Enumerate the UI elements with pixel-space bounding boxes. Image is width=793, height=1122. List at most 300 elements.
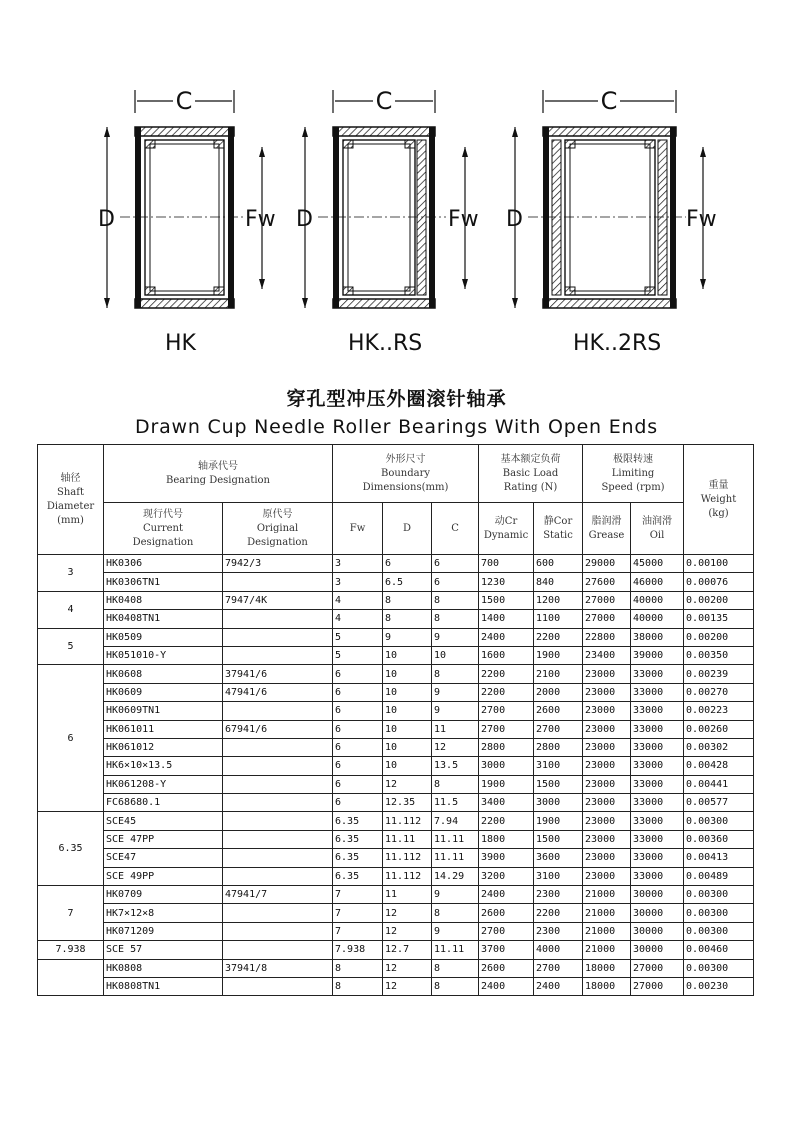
fw-cell: 6: [333, 665, 383, 683]
static-load-cell: 1900: [534, 812, 583, 830]
fw-cell: 6.35: [333, 849, 383, 867]
c-cell: 8: [432, 610, 479, 628]
original-designation-cell: [223, 646, 333, 664]
weight-cell: 0.00300: [684, 922, 754, 940]
fw-cell: 6.35: [333, 812, 383, 830]
d-cell: 12.7: [383, 941, 432, 959]
original-designation-cell: 7942/3: [223, 555, 333, 573]
hk-2rs-d-label: D: [506, 207, 523, 232]
c-cell: 9: [432, 702, 479, 720]
weight-cell: 0.00300: [684, 904, 754, 922]
d-cell: 12: [383, 922, 432, 940]
original-designation-cell: [223, 977, 333, 995]
header-shaft: 轴径 Shaft Diameter (mm): [38, 445, 104, 555]
original-designation-cell: [223, 941, 333, 959]
static-load-cell: 3000: [534, 794, 583, 812]
c-cell: 7.94: [432, 812, 479, 830]
table-row: [38, 573, 754, 591]
current-designation-cell: FC68680.1: [104, 794, 223, 812]
fw-cell: 6: [333, 738, 383, 756]
oil-speed-cell: 33000: [631, 720, 684, 738]
c-cell: 14.29: [432, 867, 479, 885]
d-cell: 12.35: [383, 794, 432, 812]
c-cell: 9: [432, 886, 479, 904]
weight-cell: 0.00239: [684, 665, 754, 683]
d-cell: 11.112: [383, 849, 432, 867]
d-cell: 11: [383, 886, 432, 904]
fw-cell: 6: [333, 794, 383, 812]
original-designation-cell: [223, 610, 333, 628]
static-load-cell: 840: [534, 573, 583, 591]
d-cell: 8: [383, 610, 432, 628]
static-load-cell: 1200: [534, 591, 583, 609]
original-designation-cell: [223, 867, 333, 885]
oil-speed-cell: 38000: [631, 628, 684, 646]
c-cell: 13.5: [432, 757, 479, 775]
table-row: [38, 757, 754, 775]
d-cell: 12: [383, 977, 432, 995]
bearing-table-body: [38, 555, 754, 996]
oil-speed-cell: 40000: [631, 610, 684, 628]
dynamic-load-cell: 1900: [479, 775, 534, 793]
current-designation-cell: HK0509: [104, 628, 223, 646]
static-load-cell: 3100: [534, 867, 583, 885]
original-designation-cell: [223, 904, 333, 922]
oil-speed-cell: 33000: [631, 849, 684, 867]
grease-speed-cell: 21000: [583, 904, 631, 922]
weight-cell: 0.00300: [684, 886, 754, 904]
header-current-designation: 现行代号 Current Designation: [104, 503, 223, 555]
dynamic-load-cell: 2700: [479, 922, 534, 940]
current-designation-cell: SCE47: [104, 849, 223, 867]
original-designation-cell: [223, 812, 333, 830]
header-grease: 脂润滑 Grease: [583, 503, 631, 555]
table-row: [38, 886, 754, 904]
grease-speed-cell: 21000: [583, 886, 631, 904]
shaft-diameter-cell: 7.938: [38, 941, 104, 959]
oil-speed-cell: 45000: [631, 555, 684, 573]
dynamic-load-cell: 3200: [479, 867, 534, 885]
weight-cell: 0.00460: [684, 941, 754, 959]
c-cell: 9: [432, 922, 479, 940]
c-cell: 11.11: [432, 941, 479, 959]
current-designation-cell: HK0609TN1: [104, 702, 223, 720]
original-designation-cell: [223, 738, 333, 756]
d-cell: 10: [383, 720, 432, 738]
weight-cell: 0.00350: [684, 646, 754, 664]
current-designation-cell: SCE 57: [104, 941, 223, 959]
current-designation-cell: HK0408: [104, 591, 223, 609]
c-cell: 8: [432, 977, 479, 995]
dynamic-load-cell: 2200: [479, 665, 534, 683]
shaft-diameter-cell: 4: [38, 591, 104, 628]
oil-speed-cell: 27000: [631, 977, 684, 995]
weight-cell: 0.00360: [684, 830, 754, 848]
static-load-cell: 2000: [534, 683, 583, 701]
dynamic-load-cell: 2700: [479, 702, 534, 720]
d-cell: 12: [383, 775, 432, 793]
d-cell: 10: [383, 702, 432, 720]
shaft-diameter-cell: 3: [38, 555, 104, 592]
c-cell: 9: [432, 628, 479, 646]
header-c: C: [432, 503, 479, 555]
c-cell: 11.11: [432, 830, 479, 848]
hk-rs-c-label: C: [375, 87, 393, 115]
dynamic-load-cell: 2800: [479, 738, 534, 756]
bearing-cross-section-diagrams: [95, 85, 725, 365]
current-designation-cell: HK071209: [104, 922, 223, 940]
current-designation-cell: HK061208-Y: [104, 775, 223, 793]
table-row: [38, 959, 754, 977]
current-designation-cell: HK0306: [104, 555, 223, 573]
c-cell: 6: [432, 573, 479, 591]
static-load-cell: 2200: [534, 628, 583, 646]
weight-cell: 0.00100: [684, 555, 754, 573]
header-weight: 重量 Weight (kg): [684, 445, 754, 555]
table-row: [38, 738, 754, 756]
fw-cell: 5: [333, 628, 383, 646]
table-row: [38, 555, 754, 573]
fw-cell: 6: [333, 775, 383, 793]
shaft-diameter-cell: 5: [38, 628, 104, 665]
dynamic-load-cell: 2200: [479, 812, 534, 830]
grease-speed-cell: 22800: [583, 628, 631, 646]
current-designation-cell: HK0306TN1: [104, 573, 223, 591]
hk-rs-fw-label: Fw: [448, 207, 479, 232]
original-designation-cell: 37941/8: [223, 959, 333, 977]
grease-speed-cell: 23000: [583, 849, 631, 867]
oil-speed-cell: 33000: [631, 683, 684, 701]
oil-speed-cell: 46000: [631, 573, 684, 591]
original-designation-cell: [223, 757, 333, 775]
current-designation-cell: HK0608: [104, 665, 223, 683]
dynamic-load-cell: 2400: [479, 977, 534, 995]
fw-cell: 8: [333, 959, 383, 977]
original-designation-cell: 37941/6: [223, 665, 333, 683]
weight-cell: 0.00230: [684, 977, 754, 995]
fw-cell: 6: [333, 720, 383, 738]
dynamic-load-cell: 3700: [479, 941, 534, 959]
dynamic-load-cell: 700: [479, 555, 534, 573]
hk-rs-label: HK..RS: [348, 331, 423, 356]
static-load-cell: 3100: [534, 757, 583, 775]
hk-2rs-c-label: C: [600, 87, 618, 115]
c-cell: 11: [432, 720, 479, 738]
title-english: Drawn Cup Needle Roller Bearings With Open Ends: [135, 416, 658, 438]
oil-speed-cell: 33000: [631, 702, 684, 720]
original-designation-cell: 47941/7: [223, 886, 333, 904]
weight-cell: 0.00428: [684, 757, 754, 775]
dynamic-load-cell: 2600: [479, 904, 534, 922]
hk-2rs-fw-label: Fw: [686, 207, 717, 232]
static-load-cell: 1900: [534, 646, 583, 664]
dynamic-load-cell: 1800: [479, 830, 534, 848]
static-load-cell: 2700: [534, 720, 583, 738]
weight-cell: 0.00302: [684, 738, 754, 756]
d-cell: 9: [383, 628, 432, 646]
fw-cell: 6: [333, 757, 383, 775]
oil-speed-cell: 30000: [631, 941, 684, 959]
weight-cell: 0.00076: [684, 573, 754, 591]
grease-speed-cell: 23000: [583, 867, 631, 885]
table-row: [38, 941, 754, 959]
original-designation-cell: [223, 628, 333, 646]
table-row: [38, 610, 754, 628]
hk-2rs-label: HK..2RS: [573, 331, 662, 356]
current-designation-cell: HK0808: [104, 959, 223, 977]
static-load-cell: 2300: [534, 886, 583, 904]
d-cell: 6.5: [383, 573, 432, 591]
table-row: [38, 812, 754, 830]
static-load-cell: 1500: [534, 830, 583, 848]
original-designation-cell: 7947/4K: [223, 591, 333, 609]
weight-cell: 0.00200: [684, 591, 754, 609]
grease-speed-cell: 18000: [583, 977, 631, 995]
fw-cell: 8: [333, 977, 383, 995]
weight-cell: 0.00489: [684, 867, 754, 885]
fw-cell: 4: [333, 610, 383, 628]
grease-speed-cell: 18000: [583, 959, 631, 977]
fw-cell: 3: [333, 555, 383, 573]
static-load-cell: 2100: [534, 665, 583, 683]
c-cell: 6: [432, 555, 479, 573]
c-cell: 11.5: [432, 794, 479, 812]
weight-cell: 0.00441: [684, 775, 754, 793]
current-designation-cell: SCE45: [104, 812, 223, 830]
dynamic-load-cell: 2400: [479, 886, 534, 904]
weight-cell: 0.00270: [684, 683, 754, 701]
static-load-cell: 1500: [534, 775, 583, 793]
grease-speed-cell: 23000: [583, 757, 631, 775]
oil-speed-cell: 40000: [631, 591, 684, 609]
original-designation-cell: [223, 702, 333, 720]
fw-cell: 6.35: [333, 830, 383, 848]
current-designation-cell: HK7×12×8: [104, 904, 223, 922]
weight-cell: 0.00260: [684, 720, 754, 738]
current-designation-cell: SCE 49PP: [104, 867, 223, 885]
grease-speed-cell: 23000: [583, 738, 631, 756]
fw-cell: 7: [333, 904, 383, 922]
grease-speed-cell: 23000: [583, 830, 631, 848]
dynamic-load-cell: 1600: [479, 646, 534, 664]
static-load-cell: 4000: [534, 941, 583, 959]
weight-cell: 0.00577: [684, 794, 754, 812]
c-cell: 8: [432, 591, 479, 609]
original-designation-cell: [223, 573, 333, 591]
dynamic-load-cell: 2700: [479, 720, 534, 738]
table-row: [38, 665, 754, 683]
grease-speed-cell: 27000: [583, 610, 631, 628]
header-oil: 油润滑 Oil: [631, 503, 684, 555]
static-load-cell: 1100: [534, 610, 583, 628]
weight-cell: 0.00223: [684, 702, 754, 720]
grease-speed-cell: 23400: [583, 646, 631, 664]
d-cell: 11.11: [383, 830, 432, 848]
fw-cell: 4: [333, 591, 383, 609]
grease-speed-cell: 27000: [583, 591, 631, 609]
grease-speed-cell: 21000: [583, 941, 631, 959]
dynamic-load-cell: 3900: [479, 849, 534, 867]
grease-speed-cell: 23000: [583, 702, 631, 720]
dynamic-load-cell: 2200: [479, 683, 534, 701]
table-row: [38, 720, 754, 738]
d-cell: 12: [383, 904, 432, 922]
original-designation-cell: 47941/6: [223, 683, 333, 701]
hk-label: HK: [165, 331, 196, 356]
fw-cell: 5: [333, 646, 383, 664]
c-cell: 8: [432, 904, 479, 922]
hk-2rs-diagram: [506, 87, 717, 356]
grease-speed-cell: 23000: [583, 794, 631, 812]
static-load-cell: 2200: [534, 904, 583, 922]
d-cell: 10: [383, 665, 432, 683]
d-cell: 10: [383, 738, 432, 756]
hk-d-label: D: [98, 207, 115, 232]
dynamic-load-cell: 1400: [479, 610, 534, 628]
header-boundary-dimensions: 外形尺寸 Boundary Dimensions(mm): [333, 445, 479, 503]
bearing-spec-table: [37, 444, 754, 996]
header-dynamic: 动Cr Dynamic: [479, 503, 534, 555]
table-row: [38, 849, 754, 867]
header-limiting-speed: 极限转速 Limiting Speed (rpm): [583, 445, 684, 503]
static-load-cell: 2700: [534, 959, 583, 977]
weight-cell: 0.00413: [684, 849, 754, 867]
table-row: [38, 683, 754, 701]
original-designation-cell: [223, 794, 333, 812]
fw-cell: 3: [333, 573, 383, 591]
weight-cell: 0.00135: [684, 610, 754, 628]
header-load-rating: 基本额定负荷 Basic Load Rating (N): [479, 445, 583, 503]
c-cell: 11.11: [432, 849, 479, 867]
d-cell: 10: [383, 757, 432, 775]
d-cell: 10: [383, 683, 432, 701]
hk-diagram: [98, 87, 276, 356]
fw-cell: 6: [333, 683, 383, 701]
current-designation-cell: HK061011: [104, 720, 223, 738]
shaft-diameter-cell: 6: [38, 665, 104, 812]
static-load-cell: 2800: [534, 738, 583, 756]
current-designation-cell: HK0408TN1: [104, 610, 223, 628]
grease-speed-cell: 23000: [583, 683, 631, 701]
fw-cell: 7: [333, 922, 383, 940]
table-row: [38, 591, 754, 609]
static-load-cell: 3600: [534, 849, 583, 867]
grease-speed-cell: 23000: [583, 812, 631, 830]
grease-speed-cell: 23000: [583, 720, 631, 738]
oil-speed-cell: 33000: [631, 757, 684, 775]
table-row: [38, 702, 754, 720]
table-row: [38, 794, 754, 812]
d-cell: 8: [383, 591, 432, 609]
original-designation-cell: [223, 849, 333, 867]
oil-speed-cell: 30000: [631, 904, 684, 922]
static-load-cell: 600: [534, 555, 583, 573]
oil-speed-cell: 39000: [631, 646, 684, 664]
header-original-designation: 原代号 Original Designation: [223, 503, 333, 555]
static-load-cell: 2400: [534, 977, 583, 995]
current-designation-cell: SCE 47PP: [104, 830, 223, 848]
table-row: [38, 830, 754, 848]
header-static: 静Cor Static: [534, 503, 583, 555]
d-cell: 12: [383, 959, 432, 977]
d-cell: 11.112: [383, 867, 432, 885]
grease-speed-cell: 23000: [583, 665, 631, 683]
table-row: [38, 904, 754, 922]
fw-cell: 7.938: [333, 941, 383, 959]
fw-cell: 7: [333, 886, 383, 904]
original-designation-cell: [223, 775, 333, 793]
oil-speed-cell: 33000: [631, 794, 684, 812]
dynamic-load-cell: 1500: [479, 591, 534, 609]
header-bearing-designation: 轴承代号 Bearing Designation: [104, 445, 333, 503]
weight-cell: 0.00200: [684, 628, 754, 646]
shaft-diameter-cell: 7: [38, 886, 104, 941]
oil-speed-cell: 33000: [631, 738, 684, 756]
table-row: [38, 646, 754, 664]
oil-speed-cell: 33000: [631, 812, 684, 830]
original-designation-cell: [223, 830, 333, 848]
c-cell: 12: [432, 738, 479, 756]
c-cell: 8: [432, 959, 479, 977]
dynamic-load-cell: 2600: [479, 959, 534, 977]
c-cell: 8: [432, 775, 479, 793]
d-cell: 11.112: [383, 812, 432, 830]
bearing-diagrams-svg: [95, 85, 725, 365]
static-load-cell: 2600: [534, 702, 583, 720]
oil-speed-cell: 30000: [631, 886, 684, 904]
grease-speed-cell: 27600: [583, 573, 631, 591]
table-row: [38, 977, 754, 995]
dynamic-load-cell: 3000: [479, 757, 534, 775]
original-designation-cell: 67941/6: [223, 720, 333, 738]
fw-cell: 6: [333, 702, 383, 720]
hk-c-label: C: [175, 87, 193, 115]
fw-cell: 6.35: [333, 867, 383, 885]
c-cell: 10: [432, 646, 479, 664]
oil-speed-cell: 30000: [631, 922, 684, 940]
dynamic-load-cell: 3400: [479, 794, 534, 812]
current-designation-cell: HK6×10×13.5: [104, 757, 223, 775]
weight-cell: 0.00300: [684, 812, 754, 830]
title-chinese: 穿孔型冲压外圈滚针轴承: [286, 388, 507, 410]
dynamic-load-cell: 2400: [479, 628, 534, 646]
shaft-diameter-cell: 6.35: [38, 812, 104, 886]
grease-speed-cell: 23000: [583, 775, 631, 793]
static-load-cell: 2300: [534, 922, 583, 940]
oil-speed-cell: 33000: [631, 775, 684, 793]
header-d: D: [383, 503, 432, 555]
header-fw: Fw: [333, 503, 383, 555]
oil-speed-cell: 33000: [631, 665, 684, 683]
c-cell: 8: [432, 665, 479, 683]
hk-rs-diagram: [296, 87, 479, 356]
table-row: [38, 867, 754, 885]
current-designation-cell: HK061012: [104, 738, 223, 756]
table-row: [38, 922, 754, 940]
hk-fw-label: Fw: [245, 207, 276, 232]
weight-cell: 0.00300: [684, 959, 754, 977]
oil-speed-cell: 33000: [631, 867, 684, 885]
table-row: [38, 775, 754, 793]
oil-speed-cell: 27000: [631, 959, 684, 977]
shaft-diameter-cell: [38, 959, 104, 996]
current-designation-cell: HK0808TN1: [104, 977, 223, 995]
d-cell: 6: [383, 555, 432, 573]
hk-rs-d-label: D: [296, 207, 313, 232]
oil-speed-cell: 33000: [631, 830, 684, 848]
grease-speed-cell: 29000: [583, 555, 631, 573]
current-designation-cell: HK0609: [104, 683, 223, 701]
